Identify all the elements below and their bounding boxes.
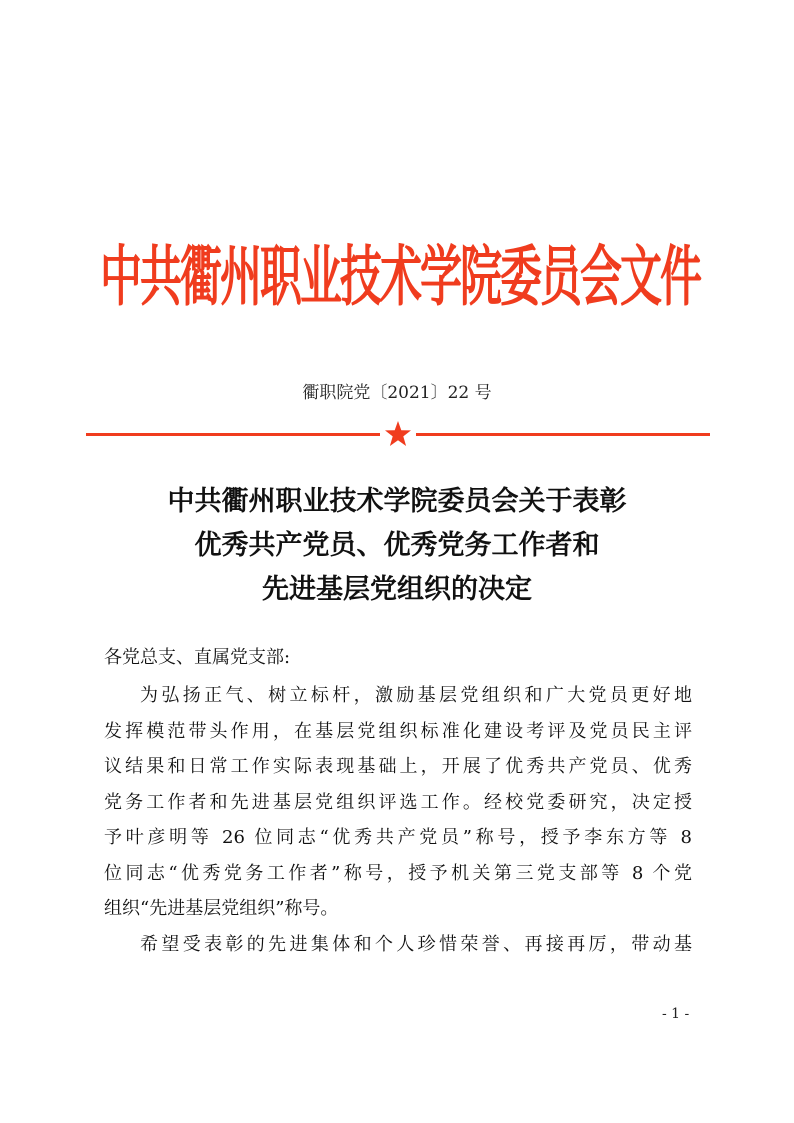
divider-line-left: [86, 433, 380, 436]
document-number: 衢职院党〔2021〕22 号: [302, 383, 492, 403]
document-header-title: 中共衢州职业技术学院委员会文件: [99, 238, 700, 315]
body-line: 组织“先进基层党组织”称号。: [104, 898, 339, 919]
body-line: 希望受表彰的先进集体和个人珍惜荣誉、再接再厉，带动基: [140, 933, 692, 955]
body-line: 予叶彦明等 26 位同志“优秀共产党员”称号，授予李东方等 8: [104, 827, 692, 848]
body-line: 议结果和日常工作实际表现基础上，开展了优秀共产党员、优秀: [104, 756, 692, 777]
decision-title-line: 中共衢州职业技术学院委员会关于表彰: [167, 486, 627, 517]
divider-line-right: [416, 433, 710, 436]
decision-title: [0, 480, 794, 612]
body-line: 发挥模范带头作用，在基层党组织标准化建设考评及党员民主评: [104, 720, 692, 742]
decision-title-line: 先进基层党组织的决定: [262, 574, 532, 605]
body-line: 位同志“优秀党务工作者”称号，授予机关第三党支部等 8 个党: [104, 862, 692, 884]
header-divider: [86, 420, 710, 450]
salutation: 各党总支、直属党支部:: [104, 647, 291, 668]
star-icon: [384, 420, 412, 448]
page-number: - 1 -: [662, 1006, 690, 1022]
body-text: [104, 678, 692, 962]
body-line: 为弘扬正气、树立标杆，激励基层党组织和广大党员更好地: [140, 685, 692, 706]
body-line: 党务工作者和先进基层党组织评选工作。经校党委研究，决定授: [104, 791, 692, 813]
decision-title-line: 优秀共产党员、优秀党务工作者和: [194, 530, 600, 561]
